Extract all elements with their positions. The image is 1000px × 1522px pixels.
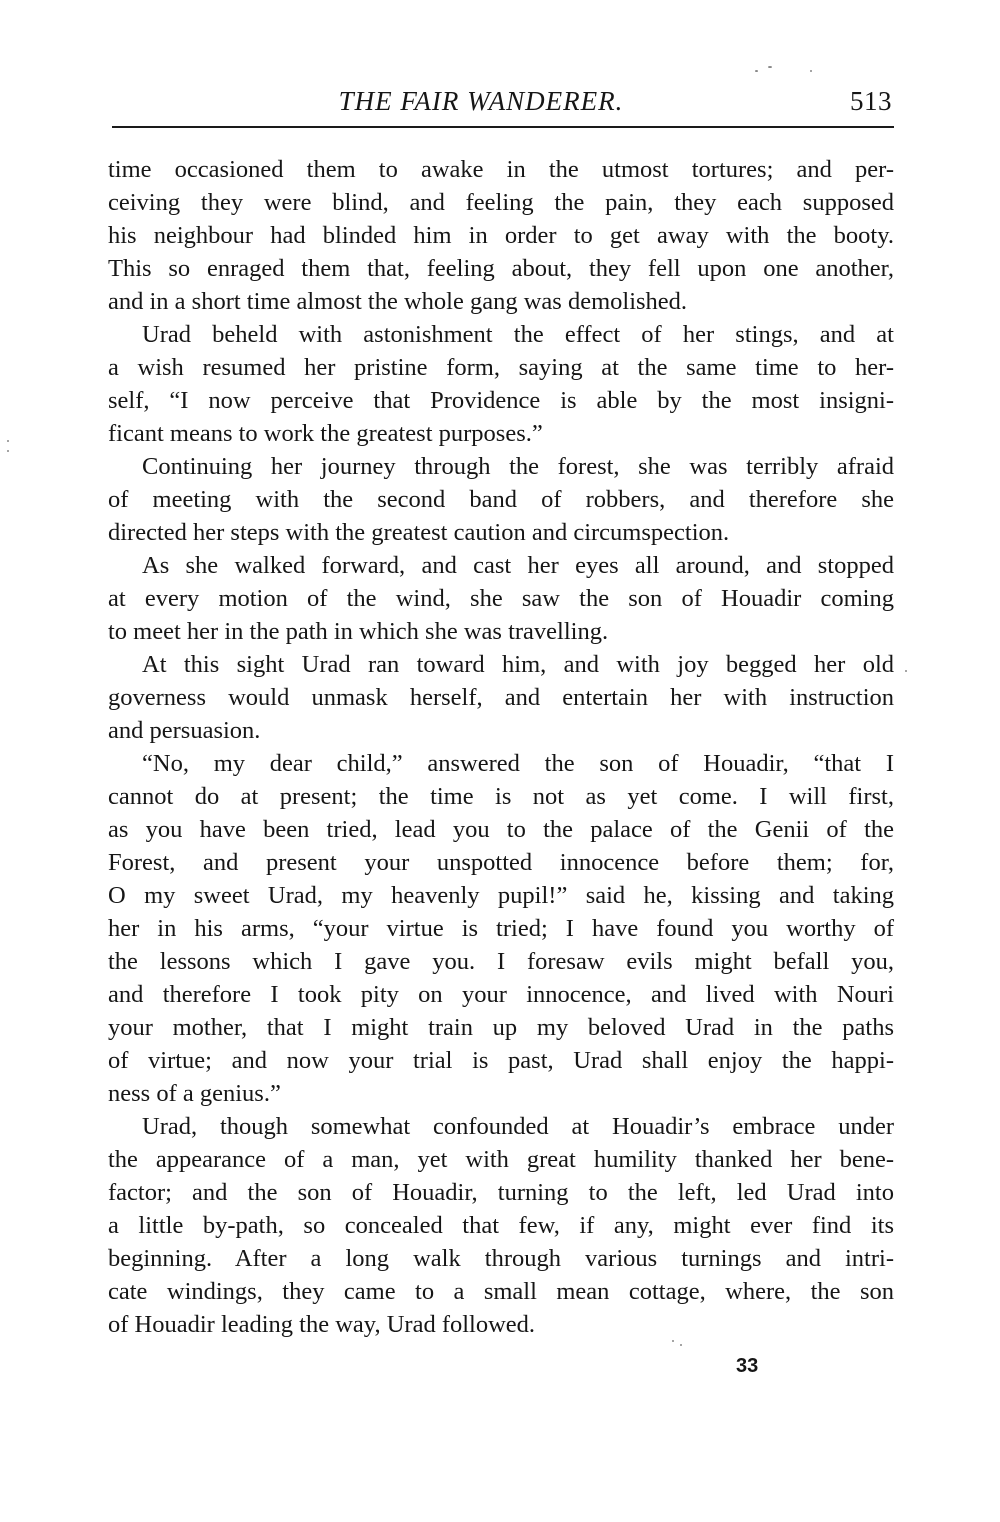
text-line: factor; and the son of Houadir, turning to the left, led Urad into <box>108 1179 894 1206</box>
text-line: to meet her in the path in which she was travelling. <box>108 618 609 645</box>
paragraph <box>108 450 894 549</box>
scan-speck <box>7 450 9 452</box>
paragraph <box>108 153 894 318</box>
paragraph <box>108 549 894 648</box>
scan-speck <box>7 440 9 442</box>
text-line: the appearance of a man, yet with great humility thanked her bene- <box>108 1146 894 1173</box>
scan-speck <box>810 70 812 72</box>
text-line: and in a short time almost the whole gang was demolished. <box>108 288 688 315</box>
text-line: Urad beheld with astonishment the effect of her stings, and at <box>142 321 894 348</box>
running-title-text: THE FAIR WANDERER. <box>338 86 624 116</box>
text-line: her in his arms, “your virtue is tried; I have found you worthy of <box>108 915 894 942</box>
paragraph <box>108 1110 894 1341</box>
text-line: and therefore I took pity on your innocence, and lived with Nouri <box>108 981 894 1008</box>
text-line: cate windings, they came to a small mean cottage, where, the son <box>108 1278 894 1305</box>
text-line: Continuing her journey through the forest, she was terribly afraid <box>142 453 894 480</box>
text-line: a wish resumed her pristine form, saying at the same time to her- <box>108 354 894 381</box>
scan-speck <box>905 670 907 672</box>
text-line: a little by-path, so concealed that few, if any, might ever find its <box>108 1212 894 1239</box>
scan-speck <box>768 66 772 68</box>
text-line: beginning. After a long walk through various turnings and intri- <box>108 1245 894 1272</box>
running-head <box>112 86 894 126</box>
text-line: the lessons which I gave you. I foresaw evils might befall you, <box>108 948 894 975</box>
text-line: directed her steps with the greatest caution and circumspection. <box>108 519 730 546</box>
text-line: ficant means to work the greatest purposes.” <box>108 420 543 447</box>
header-rule <box>112 126 894 128</box>
text-line: ness of a genius.” <box>108 1080 281 1107</box>
paragraph <box>108 747 894 1110</box>
text-line: cannot do at present; the time is not as yet come. I will first, <box>108 783 894 810</box>
text-line: his neighbour had blinded him in order to get away with the booty. <box>108 222 894 249</box>
text-line: As she walked forward, and cast her eyes all around, and stopped <box>142 552 894 579</box>
text-line: Urad, though somewhat confounded at Houadir’s embrace under <box>142 1113 894 1140</box>
running-title <box>112 86 894 117</box>
text-line: time occasioned them to awake in the utmost tortures; and per- <box>108 156 894 183</box>
text-line: O my sweet Urad, my heavenly pupil!” said he, kissing and taking <box>108 882 894 909</box>
text-line: self, “I now perceive that Providence is able by the most insigni- <box>108 387 894 414</box>
text-line: This so enraged them that, feeling about, they fell upon one another, <box>108 255 894 282</box>
text-line: of virtue; and now your trial is past, Urad shall enjoy the happi- <box>108 1047 894 1074</box>
scan-speck <box>755 70 758 72</box>
text-line: of Houadir leading the way, Urad followed. <box>108 1311 536 1338</box>
text-line: of meeting with the second band of robbers, and therefore she <box>108 486 894 513</box>
text-line: ceiving they were blind, and feeling the pain, they each supposed <box>108 189 894 216</box>
text-line: governess would unmask herself, and entertain her with instruction <box>108 684 894 711</box>
scan-speck <box>672 1340 674 1342</box>
text-line: and persuasion. <box>108 717 261 744</box>
text-line: At this sight Urad ran toward him, and with joy begged her old <box>142 651 894 678</box>
text-line: your mother, that I might train up my beloved Urad in the paths <box>108 1014 894 1041</box>
page-number: 513 <box>850 86 892 116</box>
text-line: “No, my dear child,” answered the son of Houadir, “that I <box>142 750 894 777</box>
paragraph <box>108 648 894 747</box>
paragraph <box>108 318 894 450</box>
text-line: Forest, and present your unspotted innocence before them; for, <box>108 849 894 876</box>
text-line: at every motion of the wind, she saw the son of Houadir coming <box>108 585 894 612</box>
scan-speck <box>680 1344 682 1346</box>
body-text <box>108 153 894 1341</box>
signature-mark: 33 <box>736 1355 759 1377</box>
text-line: as you have been tried, lead you to the palace of the Genii of the <box>108 816 894 843</box>
